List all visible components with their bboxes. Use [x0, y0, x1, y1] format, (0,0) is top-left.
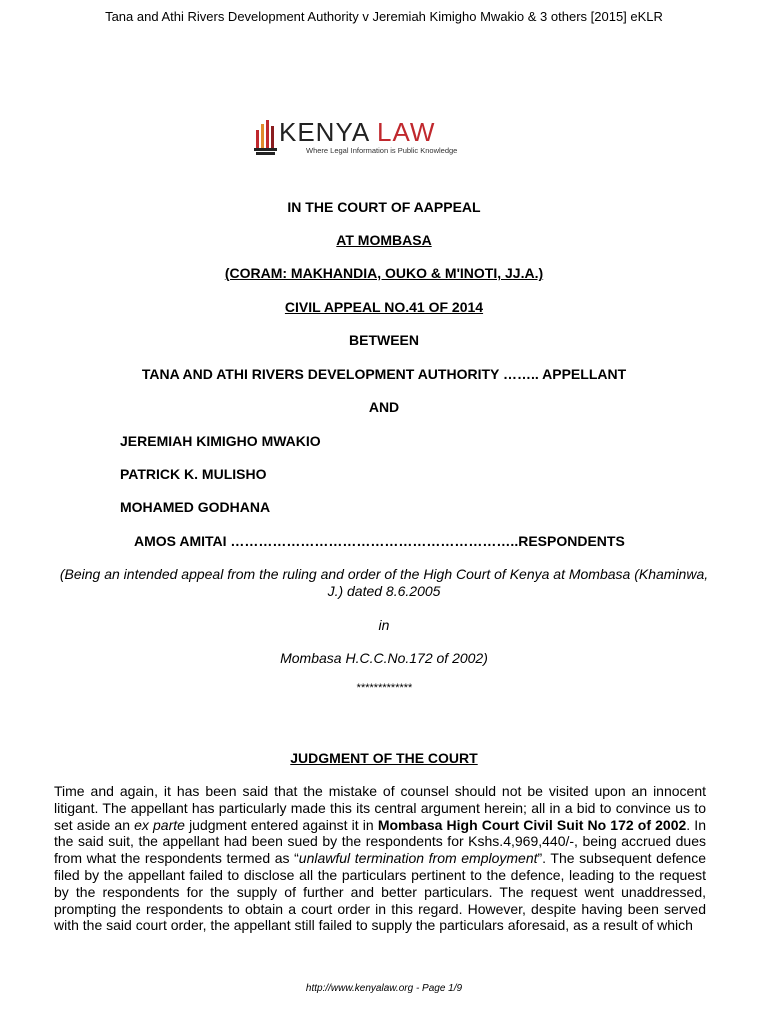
court-name: IN THE COURT OF AAPPEAL	[287, 199, 481, 215]
para-bold-1: Mombasa High Court Civil Suit No 172 of 2002	[377, 816, 687, 833]
para-text-4: ”. The subsequent defence filed by the appellant failed to disclose all the particulars pertinent to the defence, leading to the request by the respondents for the supply of further and better particulars. The request went unaddressed, prompting the respondents to obtain a court order in this regard. However, despite having been served with the said court order, the appellant still failed to supply the particulars aforesaid, as a result of which	[54, 850, 706, 934]
judgment-heading: JUDGMENT OF THE COURT	[290, 750, 478, 766]
logo-wordmark	[279, 117, 435, 147]
pillars-icon	[254, 118, 278, 156]
appellant-line: TANA AND ATHI RIVERS DEVELOPMENT AUTHORITY …….. APPELLANT	[141, 366, 627, 382]
page-footer[interactable]: http://www.kenyalaw.org - Page 1/9	[305, 983, 463, 994]
para-text-2: judgment entered against it in	[184, 816, 378, 833]
origin-line-2: J.) dated 8.6.2005	[327, 583, 441, 599]
para-text-1: Time and again, it has been said that the mistake of counsel should not be visited upon an innocent litigant. The appellant has particularly made this its central argument herein; all in a bid to convince us to set aside an	[54, 783, 706, 833]
kenya-law-logo	[254, 116, 464, 158]
appeal-number: CIVIL APPEAL NO.41 OF 2014	[284, 299, 484, 315]
logo-word-law: LAW	[377, 117, 436, 147]
court-location: AT MOMBASA	[336, 232, 432, 248]
judgment-paragraph	[54, 783, 706, 934]
coram: (CORAM: MAKHANDIA, OUKO & M'INOTI, JJ.A.)	[224, 265, 544, 281]
respondent-4-line: AMOS AMITAI ……………………………………………………..RESPONDENTS	[134, 533, 625, 549]
logo-tagline: Where Legal Information is Public Knowledge	[306, 146, 458, 155]
respondent-3: MOHAMED GODHANA	[120, 499, 271, 515]
logo-word-kenya: KENYA	[279, 117, 369, 147]
origin-in: in	[378, 617, 390, 633]
respondent-1: JEREMIAH KIMIGHO MWAKIO	[120, 433, 321, 449]
respondent-2: PATRICK K. MULISHO	[120, 466, 267, 482]
separator-stars: *************	[356, 682, 412, 694]
and-label: AND	[368, 399, 400, 415]
para-text-3: . In the said suit, the appellant had been sued by the respondents for Kshs.4,969,440/-, being accrued dues from what the respondents termed as “	[54, 816, 706, 867]
para-ital-1: ex parte	[134, 816, 185, 833]
para-ital-2: unlawful termination from employment	[298, 850, 538, 867]
origin-case: Mombasa H.C.C.No.172 of 2002)	[280, 650, 488, 666]
running-header: Tana and Athi Rivers Development Authority v Jeremiah Kimigho Mwakio & 3 others [2015] eKLR	[105, 9, 663, 24]
between-label: BETWEEN	[349, 332, 419, 348]
origin-line-1: (Being an intended appeal from the ruling and order of the High Court of Kenya at Mombasa (Khaminwa,	[59, 566, 709, 582]
